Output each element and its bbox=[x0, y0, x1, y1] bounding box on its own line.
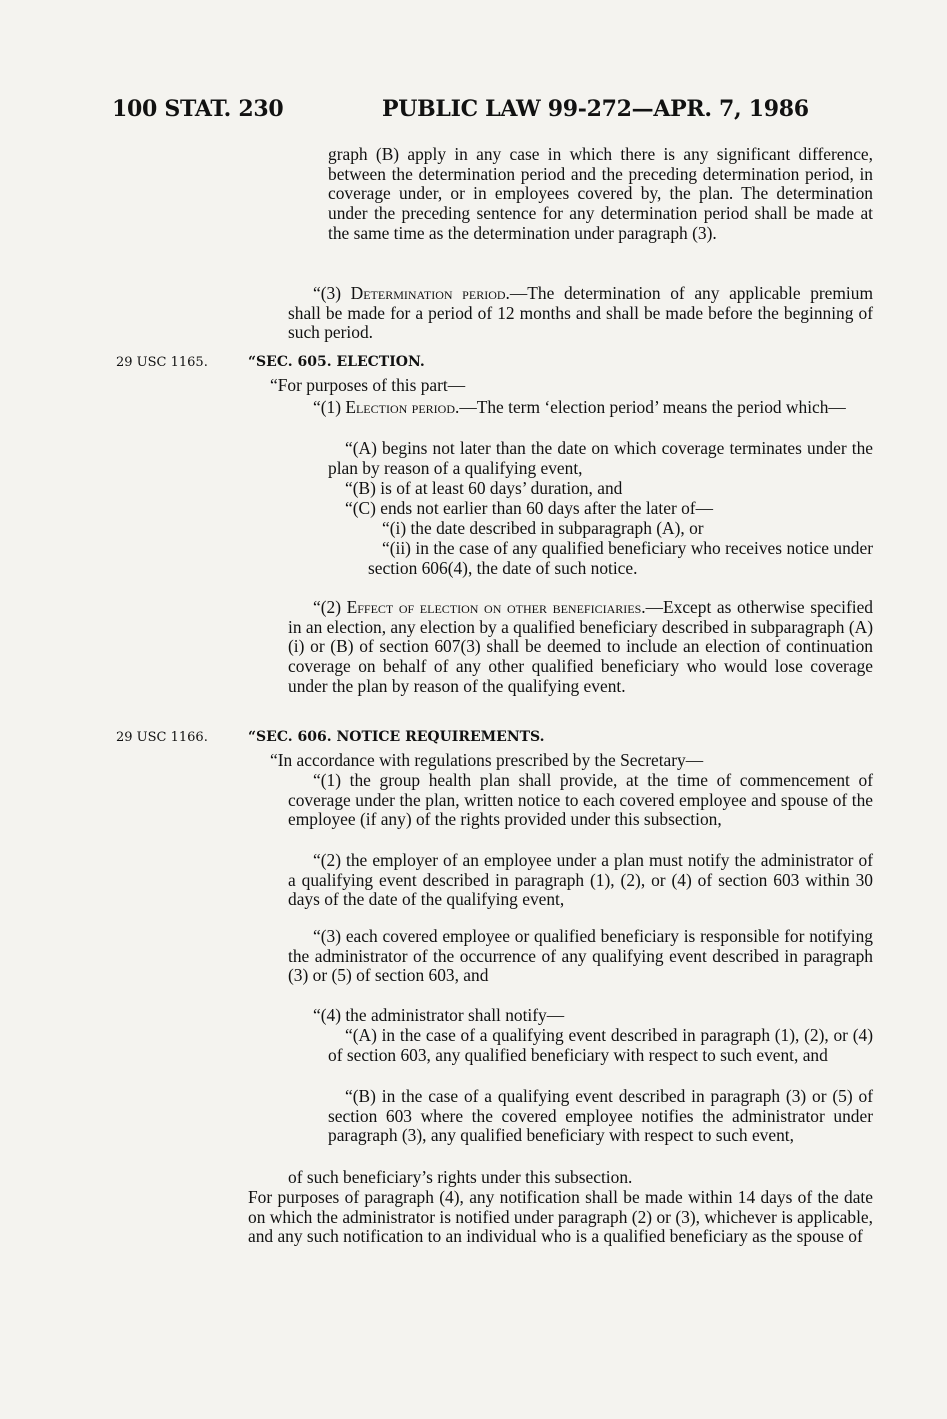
notice-item-4B: “(B) in the case of a qualifying event described in paragraph (3) or (5) of section 603 where the covered employee notifies the administrator under paragraph (3), any qualified beneficiary with respect to such event, bbox=[328, 1086, 873, 1146]
paragraph-heading: Election period. bbox=[345, 397, 460, 417]
notice-item-2: “(2) the employer of an employee under a plan must notify the administrator of a qualifying event described in paragraph (1), (2), or (4) of section 603 within 30 days of the date of the qualifying event, bbox=[288, 850, 873, 910]
statute-citation: 100 STAT. 230 bbox=[112, 96, 284, 122]
notice-item-4A: “(A) in the case of a qualifying event described in paragraph (1), (2), or (4) of section 603, any qualified beneficiary with respect to such event, and bbox=[328, 1025, 873, 1065]
paragraph-3: “(3) Determination period.—The determination of any applicable premium shall be made for a period of 12 months and shall be made before the beginning of such period. bbox=[288, 283, 873, 343]
section-heading: “SEC. 605. ELECTION. bbox=[248, 354, 425, 370]
clause-i: “(i) the date described in subparagraph (A), or bbox=[382, 518, 704, 538]
paragraph-1: “(1) Election period.—The term ‘election period’ means the period which— bbox=[313, 397, 846, 417]
law-title: PUBLIC LAW 99-272—APR. 7, 1986 bbox=[382, 96, 809, 122]
margin-note: 29 USC 1165. bbox=[116, 355, 208, 370]
notice-item-1: “(1) the group health plan shall provide, at the time of commencement of coverage under the plan, written notice to each covered employee and spouse of the employee (if any) of the rights provided under this subsection, bbox=[288, 770, 873, 830]
intro-line: “For purposes of this part— bbox=[270, 375, 466, 395]
final-paragraph: For purposes of paragraph (4), any notification shall be made within 14 days of the date on which the administrator is notified under paragraph (2) or (3), whichever is applicable, and any such notification to an individual who is a qualified beneficiary as the spouse of bbox=[248, 1187, 873, 1247]
paragraph-heading: Determination period. bbox=[350, 283, 510, 303]
notice-item-3: “(3) each covered employee or qualified beneficiary is responsible for notifying the administrator of the occurrence of any qualifying event described in paragraph (3) or (5) of section 603, and bbox=[288, 926, 873, 986]
subparagraph-A: “(A) begins not later than the date on which coverage terminates under the plan by reason of a qualifying event, bbox=[328, 438, 873, 478]
notice-item-4: “(4) the administrator shall notify— bbox=[313, 1005, 565, 1025]
subparagraph-B: “(B) is of at least 60 days’ duration, and bbox=[345, 478, 623, 498]
clause-ii: “(ii) in the case of any qualified beneficiary who receives notice under section 606(4), the date of such notice. bbox=[368, 538, 873, 578]
paragraph-2: “(2) Effect of election on other beneficiaries.—Except as otherwise specified in an election, any election by a qualified beneficiary described in subparagraph (A)(i) or (B) of section 607(3) shall be deemed to include an election of continuation coverage on behalf of any other qualified beneficiary who would lose coverage under the plan by reason of the qualifying event. bbox=[288, 597, 873, 696]
intro-line: “In accordance with regulations prescribed by the Secretary— bbox=[270, 750, 704, 770]
section-heading: “SEC. 606. NOTICE REQUIREMENTS. bbox=[248, 729, 545, 745]
continued-paragraph: graph (B) apply in any case in which there is any significant difference, between the determination period and the preceding determination period, in coverage under, or in employees covered by, the plan. The determination under the preceding sentence for any determination period shall be made at the same time as the determination under paragraph (3). bbox=[328, 144, 873, 243]
margin-note: 29 USC 1166. bbox=[116, 730, 208, 745]
notice-tail: of such beneficiary’s rights under this subsection. bbox=[288, 1167, 633, 1187]
paragraph-heading: Effect of election on other beneficiaries. bbox=[346, 597, 646, 617]
subparagraph-C: “(C) ends not earlier than 60 days after the later of— bbox=[345, 498, 713, 518]
